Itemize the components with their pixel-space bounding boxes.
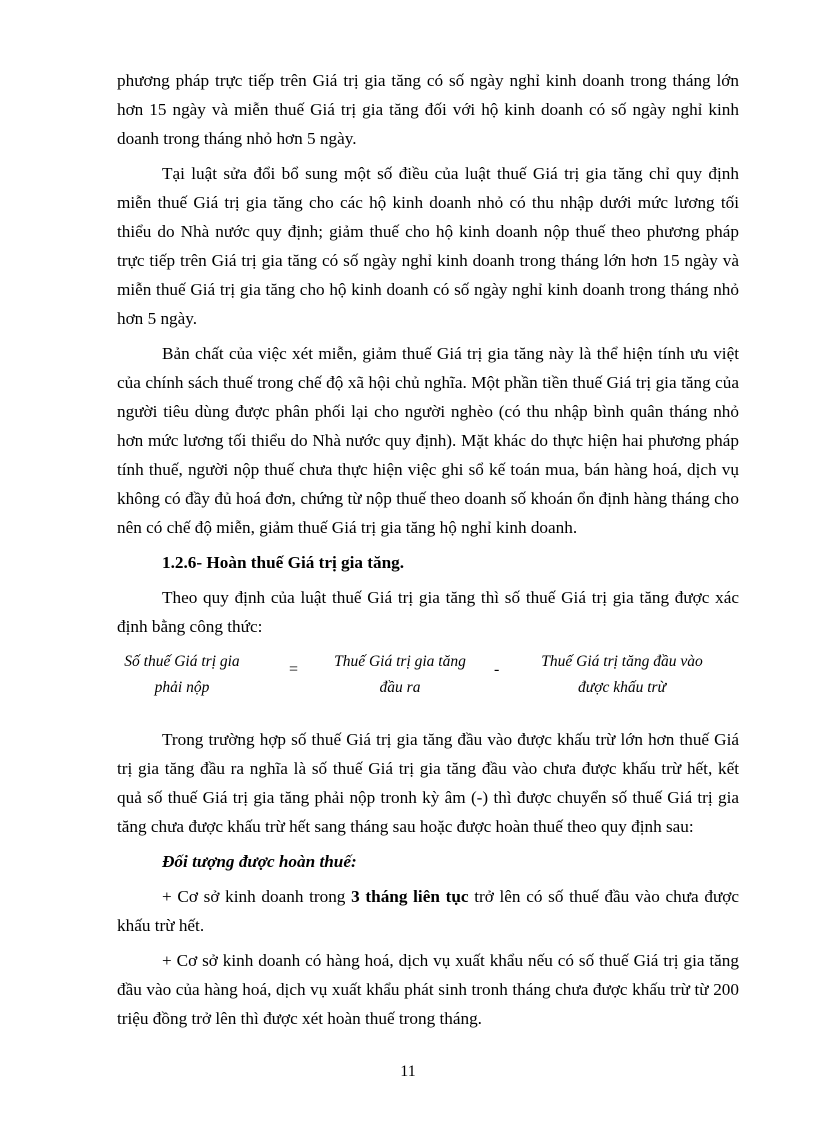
paragraph-4: Theo quy định của luật thuế Giá trị gia tăng thì số thuế Giá trị gia tăng được xác định bằng công thức: bbox=[117, 588, 739, 636]
formula-right-term: Thuế Giá trị tăng đầu vào được khấu trừ bbox=[541, 653, 703, 696]
paragraph-5: Trong trường hợp số thuế Giá trị gia tăng đầu vào được khấu trừ lớn hơn thuế Giá trị gia tăng đầu ra nghĩa là số thuế Giá trị gia tăng đầu vào chưa được khấu trừ hết, kết quả số thuế Giá trị gia tăng phải nộp tronh kỳ âm (-) thì được chuyển số thuế Giá trị gia tăng chưa được khấu trừ hết sang tháng sau hoặc được hoàn thuế theo quy định sau: bbox=[117, 730, 739, 836]
formula-left-term: Số thuế Giá trị gia phải nộp bbox=[124, 653, 240, 696]
document-page bbox=[117, 66, 739, 1033]
section-heading: 1.2.6- Hoàn thuế Giá trị gia tăng. bbox=[162, 553, 405, 572]
paragraph-6: + Cơ sở kinh doanh trong 3 tháng liên tục trở lên có số thuế đầu vào chưa được khấu trừ hết. bbox=[117, 887, 739, 935]
paragraph-7: + Cơ sở kinh doanh có hàng hoá, dịch vụ xuất khẩu nếu có số thuế Giá trị gia tăng đầu vào của hàng hoá, dịch vụ xuất khẩu phát sinh tronh tháng chưa được khấu trừ từ 200 triệu đồng trở lên thì được xét hoàn thuế trong tháng. bbox=[117, 951, 739, 1028]
paragraph-1: phương pháp trực tiếp trên Giá trị gia tăng có số ngày nghỉ kinh doanh trong tháng lớn hơn 15 ngày và miễn thuế Giá trị gia tăng đối với hộ kinh doanh có số ngày nghỉ kinh doanh trong tháng nhỏ hơn 5 ngày. bbox=[117, 71, 739, 148]
formula-equals: = bbox=[289, 661, 299, 678]
subsection-heading: Đối tượng được hoàn thuế: bbox=[162, 852, 357, 871]
formula-minus: - bbox=[494, 661, 500, 678]
formula-middle-term: Thuế Giá trị gia tăng đầu ra bbox=[334, 653, 466, 696]
paragraph-3: Bản chất của việc xét miễn, giảm thuế Giá trị gia tăng này là thể hiện tính ưu việt của chính sách thuế trong chế độ xã hội chủ nghĩa. Một phần tiền thuế Giá trị gia tăng của người tiêu dùng được phân phối lại cho người nghèo (có thu nhập bình quân tháng nhỏ hơn mức lương tối thiểu do Nhà nước quy định). Mặt khác do thực hiện hai phương pháp tính thuế, người nộp thuế chưa thực hiện việc ghi sổ kế toán mua, bán hàng hoá, dịch vụ không có đầy đủ hoá đơn, chứng từ nộp thuế theo doanh số khoán ổn định hàng tháng cho nên có chế độ miễn, giảm thuế Giá trị gia tăng hộ nghỉ kinh doanh. bbox=[117, 344, 739, 537]
paragraph-2: Tại luật sửa đổi bổ sung một số điều của luật thuế Giá trị gia tăng chỉ quy định miễn thuế Giá trị gia tăng cho các hộ kinh doanh nhỏ có thu nhập dưới mức lương tối thiểu do Nhà nước quy định; giảm thuế cho hộ kinh doanh nộp thuế theo phương pháp trực tiếp trên Giá trị gia tăng có số ngày nghỉ kinh doanh trong tháng lớn hơn 15 ngày và miễn thuế Giá trị gia tăng cho hộ kinh doanh có số ngày nghỉ kinh doanh trong tháng nhỏ hơn 5 ngày. bbox=[117, 164, 739, 328]
vat-formula bbox=[117, 643, 739, 717]
page-number: 11 bbox=[400, 1063, 416, 1080]
